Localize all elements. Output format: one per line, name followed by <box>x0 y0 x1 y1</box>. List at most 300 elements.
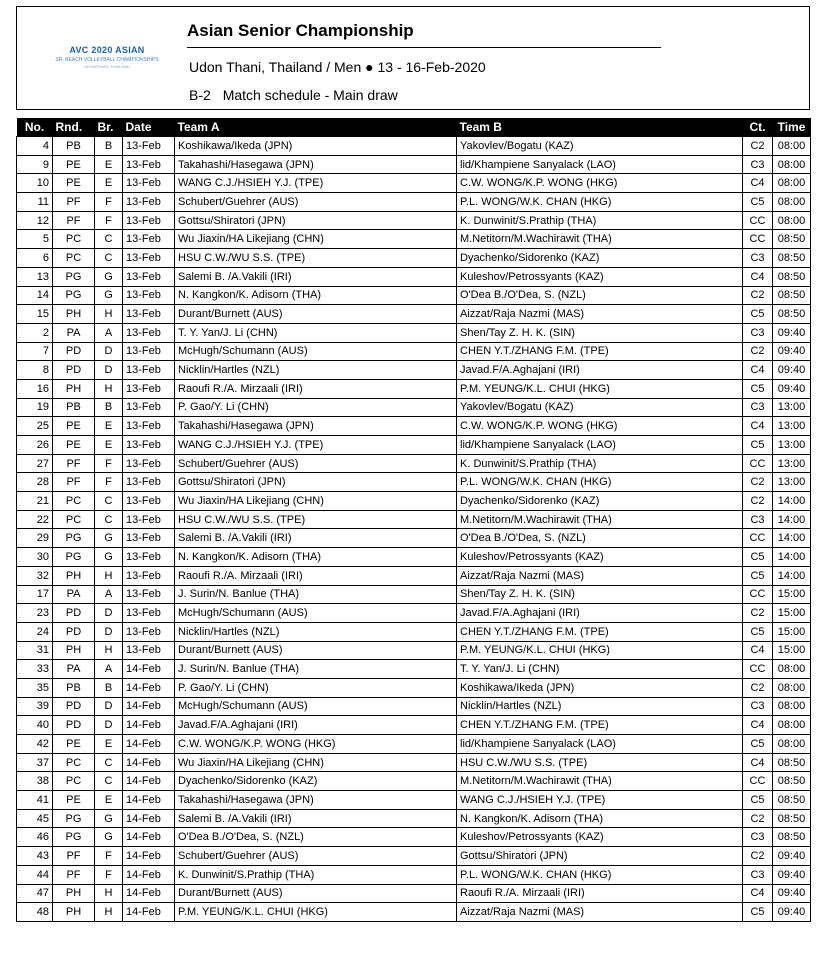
cell-time: 08:00 <box>773 678 811 697</box>
cell-round: PC <box>53 492 95 511</box>
cell-date: 13-Feb <box>123 211 175 230</box>
cell-court: C3 <box>743 510 773 529</box>
cell-date: 13-Feb <box>123 361 175 380</box>
cell-round: PH <box>53 641 95 660</box>
cell-date: 14-Feb <box>123 660 175 679</box>
cell-team-a: N. Kangkon/K. Adisorn (THA) <box>175 548 457 567</box>
cell-court: C5 <box>743 903 773 922</box>
cell-team-a: Wu Jiaxin/HA Likejiang (CHN) <box>175 753 457 772</box>
table-row <box>17 847 811 866</box>
column-header-court: Ct. <box>743 118 773 137</box>
cell-no: 48 <box>17 903 53 922</box>
cell-team-a: WANG C.J./HSIEH Y.J. (TPE) <box>175 436 457 455</box>
cell-time: 08:00 <box>773 174 811 193</box>
cell-time: 14:00 <box>773 566 811 585</box>
cell-court: C2 <box>743 286 773 305</box>
cell-team-a: Nicklin/Hartles (NZL) <box>175 622 457 641</box>
cell-time: 08:50 <box>773 286 811 305</box>
cell-bracket: F <box>95 454 123 473</box>
cell-team-b: lid/Khampiene Sanyalack (LAO) <box>457 735 743 754</box>
cell-no: 14 <box>17 286 53 305</box>
cell-team-a: Wu Jiaxin/HA Likejiang (CHN) <box>175 492 457 511</box>
cell-team-a: Takahashi/Hasegawa (JPN) <box>175 155 457 174</box>
cell-date: 13-Feb <box>123 379 175 398</box>
cell-court: C5 <box>743 193 773 212</box>
cell-court: CC <box>743 585 773 604</box>
cell-bracket: E <box>95 155 123 174</box>
cell-court: C3 <box>743 249 773 268</box>
cell-time: 13:00 <box>773 473 811 492</box>
cell-round: PF <box>53 847 95 866</box>
bracket-label: Match schedule - Main draw <box>222 87 398 103</box>
cell-court: C2 <box>743 342 773 361</box>
cell-no: 16 <box>17 379 53 398</box>
cell-court: C4 <box>743 174 773 193</box>
cell-bracket: F <box>95 211 123 230</box>
cell-time: 08:00 <box>773 697 811 716</box>
cell-time: 15:00 <box>773 641 811 660</box>
cell-no: 45 <box>17 809 53 828</box>
cell-team-b: Shen/Tay Z. H. K. (SIN) <box>457 585 743 604</box>
table-row <box>17 211 811 230</box>
cell-no: 6 <box>17 249 53 268</box>
cell-team-a: Raoufi R./A. Mirzaali (IRI) <box>175 379 457 398</box>
cell-no: 40 <box>17 716 53 735</box>
cell-no: 35 <box>17 678 53 697</box>
cell-time: 09:40 <box>773 361 811 380</box>
cell-time: 09:40 <box>773 342 811 361</box>
cell-court: C3 <box>743 828 773 847</box>
cell-no: 17 <box>17 585 53 604</box>
cell-date: 13-Feb <box>123 585 175 604</box>
table-row <box>17 641 811 660</box>
cell-round: PE <box>53 791 95 810</box>
cell-team-b: Aizzat/Raja Nazmi (MAS) <box>457 566 743 585</box>
cell-round: PD <box>53 716 95 735</box>
cell-court: C2 <box>743 809 773 828</box>
cell-date: 14-Feb <box>123 697 175 716</box>
cell-bracket: D <box>95 342 123 361</box>
cell-bracket: H <box>95 305 123 324</box>
cell-bracket: C <box>95 230 123 249</box>
cell-round: PF <box>53 193 95 212</box>
cell-no: 27 <box>17 454 53 473</box>
cell-date: 13-Feb <box>123 342 175 361</box>
cell-team-b: P.M. YEUNG/K.L. CHUI (HKG) <box>457 379 743 398</box>
cell-round: PC <box>53 753 95 772</box>
column-header-date: Date <box>123 118 175 137</box>
table-row <box>17 716 811 735</box>
cell-court: C5 <box>743 379 773 398</box>
cell-no: 46 <box>17 828 53 847</box>
cell-bracket: H <box>95 566 123 585</box>
cell-date: 13-Feb <box>123 492 175 511</box>
cell-bracket: E <box>95 174 123 193</box>
cell-time: 08:50 <box>773 772 811 791</box>
cell-team-b: Dyachenko/Sidorenko (KAZ) <box>457 249 743 268</box>
cell-date: 13-Feb <box>123 436 175 455</box>
cell-bracket: H <box>95 641 123 660</box>
cell-time: 15:00 <box>773 585 811 604</box>
cell-time: 09:40 <box>773 847 811 866</box>
cell-round: PE <box>53 417 95 436</box>
cell-round: PE <box>53 174 95 193</box>
cell-date: 13-Feb <box>123 548 175 567</box>
cell-round: PE <box>53 735 95 754</box>
table-row <box>17 174 811 193</box>
cell-time: 15:00 <box>773 622 811 641</box>
cell-court: C4 <box>743 641 773 660</box>
cell-bracket: F <box>95 193 123 212</box>
cell-date: 13-Feb <box>123 230 175 249</box>
cell-team-b: CHEN Y.T./ZHANG F.M. (TPE) <box>457 716 743 735</box>
cell-court: CC <box>743 772 773 791</box>
cell-time: 15:00 <box>773 604 811 623</box>
cell-team-b: Kuleshov/Petrossyants (KAZ) <box>457 548 743 567</box>
cell-court: C5 <box>743 791 773 810</box>
cell-date: 14-Feb <box>123 865 175 884</box>
cell-team-b: Javad.F/A.Aghajani (IRI) <box>457 361 743 380</box>
cell-team-a: McHugh/Schumann (AUS) <box>175 342 457 361</box>
table-row <box>17 735 811 754</box>
cell-time: 09:40 <box>773 903 811 922</box>
table-row <box>17 323 811 342</box>
cell-round: PD <box>53 361 95 380</box>
cell-time: 08:50 <box>773 249 811 268</box>
cell-round: PD <box>53 622 95 641</box>
cell-date: 13-Feb <box>123 155 175 174</box>
cell-date: 14-Feb <box>123 847 175 866</box>
table-row <box>17 249 811 268</box>
cell-court: C4 <box>743 417 773 436</box>
cell-team-a: N. Kangkon/K. Adisorn (THA) <box>175 286 457 305</box>
table-header-row <box>17 118 811 137</box>
table-row <box>17 398 811 417</box>
table-row <box>17 286 811 305</box>
cell-time: 09:40 <box>773 884 811 903</box>
cell-bracket: C <box>95 753 123 772</box>
cell-date: 13-Feb <box>123 510 175 529</box>
cell-court: C4 <box>743 716 773 735</box>
cell-no: 33 <box>17 660 53 679</box>
cell-date: 14-Feb <box>123 884 175 903</box>
cell-time: 09:40 <box>773 323 811 342</box>
cell-bracket: D <box>95 604 123 623</box>
cell-team-a: T. Y. Yan/J. Li (CHN) <box>175 323 457 342</box>
cell-team-b: C.W. WONG/K.P. WONG (HKG) <box>457 417 743 436</box>
cell-no: 42 <box>17 735 53 754</box>
cell-team-a: WANG C.J./HSIEH Y.J. (TPE) <box>175 174 457 193</box>
table-row <box>17 566 811 585</box>
cell-date: 13-Feb <box>123 417 175 436</box>
cell-team-b: K. Dunwinit/S.Prathip (THA) <box>457 211 743 230</box>
cell-no: 30 <box>17 548 53 567</box>
cell-team-a: J. Surin/N. Banlue (THA) <box>175 660 457 679</box>
cell-team-a: P.M. YEUNG/K.L. CHUI (HKG) <box>175 903 457 922</box>
cell-team-a: O'Dea B./O'Dea, S. (NZL) <box>175 828 457 847</box>
table-row <box>17 230 811 249</box>
cell-no: 12 <box>17 211 53 230</box>
cell-team-a: K. Dunwinit/S.Prathip (THA) <box>175 865 457 884</box>
cell-round: PE <box>53 436 95 455</box>
cell-team-b: O'Dea B./O'Dea, S. (NZL) <box>457 286 743 305</box>
cell-round: PB <box>53 678 95 697</box>
cell-time: 09:40 <box>773 865 811 884</box>
table-row <box>17 379 811 398</box>
cell-team-b: O'Dea B./O'Dea, S. (NZL) <box>457 529 743 548</box>
cell-time: 14:00 <box>773 510 811 529</box>
cell-court: C2 <box>743 604 773 623</box>
cell-team-b: Javad.F/A.Aghajani (IRI) <box>457 604 743 623</box>
cell-bracket: A <box>95 660 123 679</box>
logo-line-3: UDONTHANI, THAILAND <box>84 64 130 69</box>
cell-team-b: P.M. YEUNG/K.L. CHUI (HKG) <box>457 641 743 660</box>
cell-time: 08:50 <box>773 809 811 828</box>
cell-team-a: Durant/Burnett (AUS) <box>175 305 457 324</box>
cell-round: PF <box>53 473 95 492</box>
cell-team-b: HSU C.W./WU S.S. (TPE) <box>457 753 743 772</box>
cell-round: PC <box>53 249 95 268</box>
cell-date: 14-Feb <box>123 753 175 772</box>
table-row <box>17 510 811 529</box>
cell-team-a: Salemi B. /A.Vakili (IRI) <box>175 529 457 548</box>
document-subtitle: Udon Thani, Thailand / Men ● 13 - 16-Feb-2020 <box>189 59 486 75</box>
cell-team-b: Aizzat/Raja Nazmi (MAS) <box>457 305 743 324</box>
cell-team-b: M.Netitorn/M.Wachirawit (THA) <box>457 510 743 529</box>
cell-no: 15 <box>17 305 53 324</box>
cell-bracket: G <box>95 529 123 548</box>
cell-court: C3 <box>743 323 773 342</box>
table-row <box>17 660 811 679</box>
cell-time: 14:00 <box>773 548 811 567</box>
cell-no: 37 <box>17 753 53 772</box>
cell-court: C4 <box>743 884 773 903</box>
cell-court: C5 <box>743 305 773 324</box>
cell-no: 31 <box>17 641 53 660</box>
cell-round: PE <box>53 155 95 174</box>
table-row <box>17 809 811 828</box>
cell-round: PC <box>53 230 95 249</box>
cell-date: 13-Feb <box>123 193 175 212</box>
table-row <box>17 492 811 511</box>
cell-team-b: M.Netitorn/M.Wachirawit (THA) <box>457 230 743 249</box>
table-row <box>17 903 811 922</box>
cell-team-a: Durant/Burnett (AUS) <box>175 884 457 903</box>
cell-no: 41 <box>17 791 53 810</box>
cell-court: CC <box>743 660 773 679</box>
cell-bracket: E <box>95 791 123 810</box>
document-title: Asian Senior Championship <box>187 21 414 40</box>
cell-round: PD <box>53 604 95 623</box>
cell-team-a: P. Gao/Y. Li (CHN) <box>175 678 457 697</box>
cell-team-a: Nicklin/Hartles (NZL) <box>175 361 457 380</box>
cell-date: 13-Feb <box>123 566 175 585</box>
cell-team-b: lid/Khampiene Sanyalack (LAO) <box>457 155 743 174</box>
table-row <box>17 585 811 604</box>
cell-team-a: Gottsu/Shiratori (JPN) <box>175 473 457 492</box>
cell-no: 28 <box>17 473 53 492</box>
cell-bracket: G <box>95 828 123 847</box>
table-row <box>17 697 811 716</box>
cell-bracket: G <box>95 286 123 305</box>
table-row <box>17 548 811 567</box>
cell-round: PG <box>53 267 95 286</box>
cell-no: 19 <box>17 398 53 417</box>
cell-round: PB <box>53 137 95 156</box>
table-row <box>17 791 811 810</box>
cell-court: C2 <box>743 473 773 492</box>
cell-time: 08:50 <box>773 267 811 286</box>
cell-round: PA <box>53 585 95 604</box>
cell-no: 29 <box>17 529 53 548</box>
cell-team-a: Schubert/Guehrer (AUS) <box>175 454 457 473</box>
cell-date: 13-Feb <box>123 398 175 417</box>
cell-time: 08:00 <box>773 716 811 735</box>
cell-date: 13-Feb <box>123 622 175 641</box>
cell-team-a: Schubert/Guehrer (AUS) <box>175 193 457 212</box>
cell-team-a: Durant/Burnett (AUS) <box>175 641 457 660</box>
cell-date: 14-Feb <box>123 903 175 922</box>
cell-team-b: CHEN Y.T./ZHANG F.M. (TPE) <box>457 622 743 641</box>
cell-no: 4 <box>17 137 53 156</box>
cell-team-b: T. Y. Yan/J. Li (CHN) <box>457 660 743 679</box>
table-row <box>17 678 811 697</box>
cell-bracket: F <box>95 865 123 884</box>
cell-date: 13-Feb <box>123 174 175 193</box>
table-row <box>17 436 811 455</box>
cell-team-a: P. Gao/Y. Li (CHN) <box>175 398 457 417</box>
cell-team-a: Wu Jiaxin/HA Likejiang (CHN) <box>175 230 457 249</box>
cell-no: 22 <box>17 510 53 529</box>
cell-time: 08:50 <box>773 753 811 772</box>
cell-bracket: G <box>95 267 123 286</box>
cell-round: PF <box>53 865 95 884</box>
cell-time: 08:50 <box>773 828 811 847</box>
cell-team-a: Dyachenko/Sidorenko (KAZ) <box>175 772 457 791</box>
document-header <box>16 6 810 110</box>
cell-bracket: H <box>95 379 123 398</box>
cell-date: 14-Feb <box>123 809 175 828</box>
title-divider <box>187 47 661 48</box>
cell-team-b: WANG C.J./HSIEH Y.J. (TPE) <box>457 791 743 810</box>
cell-bracket: F <box>95 847 123 866</box>
column-header-team-a: Team A <box>175 118 457 137</box>
cell-no: 43 <box>17 847 53 866</box>
cell-bracket: B <box>95 678 123 697</box>
cell-team-a: McHugh/Schumann (AUS) <box>175 604 457 623</box>
cell-court: C5 <box>743 548 773 567</box>
cell-bracket: C <box>95 492 123 511</box>
cell-bracket: D <box>95 716 123 735</box>
cell-time: 13:00 <box>773 398 811 417</box>
cell-time: 08:00 <box>773 211 811 230</box>
cell-date: 14-Feb <box>123 791 175 810</box>
bracket-code: B-2 <box>189 87 211 103</box>
cell-court: C3 <box>743 697 773 716</box>
cell-court: C5 <box>743 622 773 641</box>
cell-round: PG <box>53 548 95 567</box>
table-row <box>17 454 811 473</box>
cell-court: CC <box>743 529 773 548</box>
cell-team-b: Kuleshov/Petrossyants (KAZ) <box>457 828 743 847</box>
table-row <box>17 267 811 286</box>
cell-date: 14-Feb <box>123 678 175 697</box>
cell-round: PH <box>53 305 95 324</box>
cell-time: 09:40 <box>773 379 811 398</box>
cell-no: 21 <box>17 492 53 511</box>
table-row <box>17 622 811 641</box>
cell-court: C2 <box>743 847 773 866</box>
cell-team-a: Takahashi/Hasegawa (JPN) <box>175 791 457 810</box>
cell-team-a: Raoufi R./A. Mirzaali (IRI) <box>175 566 457 585</box>
table-row <box>17 772 811 791</box>
cell-team-b: Yakovlev/Bogatu (KAZ) <box>457 137 743 156</box>
cell-bracket: H <box>95 903 123 922</box>
cell-team-b: Koshikawa/Ikeda (JPN) <box>457 678 743 697</box>
table-row <box>17 604 811 623</box>
cell-time: 08:00 <box>773 660 811 679</box>
column-header-time: Time <box>773 118 811 137</box>
table-row <box>17 155 811 174</box>
cell-time: 08:50 <box>773 305 811 324</box>
cell-team-a: Salemi B. /A.Vakili (IRI) <box>175 267 457 286</box>
cell-time: 13:00 <box>773 436 811 455</box>
cell-round: PF <box>53 454 95 473</box>
cell-bracket: D <box>95 697 123 716</box>
cell-round: PH <box>53 566 95 585</box>
cell-court: C3 <box>743 865 773 884</box>
logo-line-2: SR. BEACH VOLLEYBALL CHAMPIONSHIPS <box>55 57 159 63</box>
cell-round: PG <box>53 828 95 847</box>
cell-bracket: B <box>95 398 123 417</box>
cell-no: 13 <box>17 267 53 286</box>
cell-no: 8 <box>17 361 53 380</box>
cell-date: 14-Feb <box>123 716 175 735</box>
cell-court: C2 <box>743 137 773 156</box>
cell-bracket: C <box>95 510 123 529</box>
bracket-info <box>189 87 406 103</box>
cell-no: 26 <box>17 436 53 455</box>
cell-team-a: Koshikawa/Ikeda (JPN) <box>175 137 457 156</box>
cell-round: PF <box>53 211 95 230</box>
column-header-round: Rnd. <box>53 118 95 137</box>
cell-bracket: D <box>95 361 123 380</box>
cell-bracket: E <box>95 436 123 455</box>
cell-team-b: P.L. WONG/W.K. CHAN (HKG) <box>457 865 743 884</box>
table-row <box>17 865 811 884</box>
cell-round: PC <box>53 510 95 529</box>
cell-time: 08:00 <box>773 735 811 754</box>
cell-date: 13-Feb <box>123 473 175 492</box>
cell-time: 13:00 <box>773 417 811 436</box>
cell-team-b: CHEN Y.T./ZHANG F.M. (TPE) <box>457 342 743 361</box>
cell-team-a: McHugh/Schumann (AUS) <box>175 697 457 716</box>
match-schedule-table <box>16 118 811 922</box>
cell-date: 13-Feb <box>123 249 175 268</box>
cell-team-b: Shen/Tay Z. H. K. (SIN) <box>457 323 743 342</box>
cell-no: 9 <box>17 155 53 174</box>
cell-date: 14-Feb <box>123 828 175 847</box>
cell-time: 08:50 <box>773 791 811 810</box>
cell-round: PD <box>53 697 95 716</box>
cell-team-b: Kuleshov/Petrossyants (KAZ) <box>457 267 743 286</box>
cell-time: 08:00 <box>773 193 811 212</box>
cell-court: CC <box>743 230 773 249</box>
cell-no: 44 <box>17 865 53 884</box>
cell-date: 13-Feb <box>123 305 175 324</box>
cell-bracket: F <box>95 473 123 492</box>
cell-date: 14-Feb <box>123 735 175 754</box>
